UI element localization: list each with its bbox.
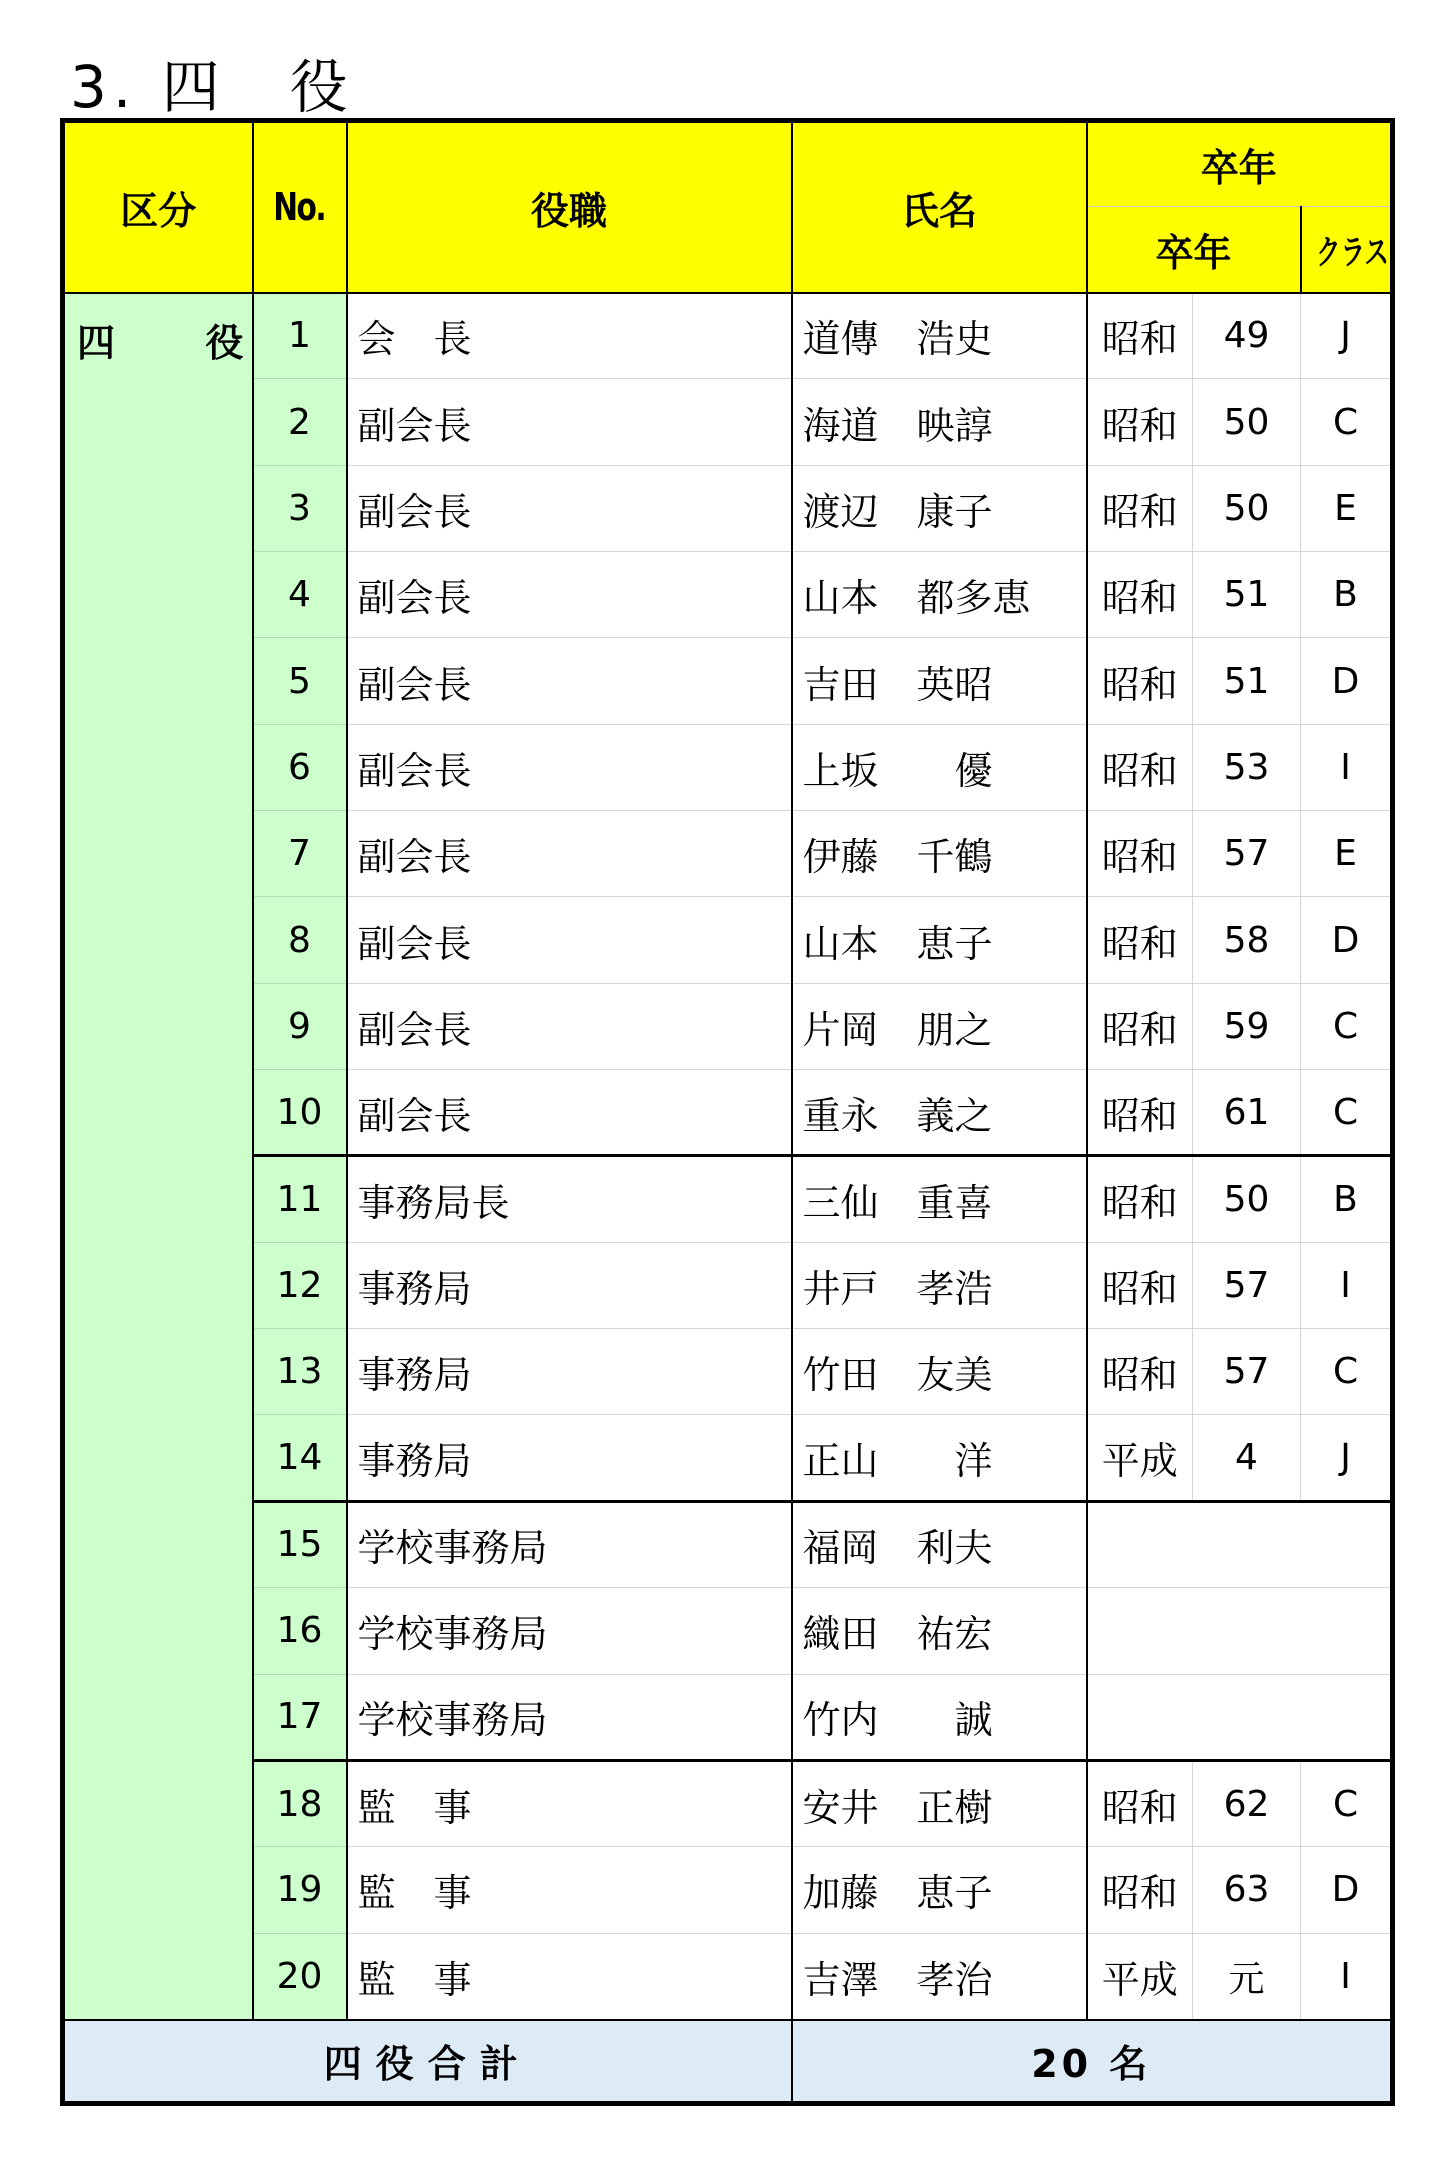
row-class <box>1301 1588 1393 1674</box>
row-year: 4 <box>1193 1415 1301 1501</box>
table-row <box>63 724 1393 810</box>
row-year: 50 <box>1193 1156 1301 1242</box>
row-era: 平成 <box>1087 1933 1193 2019</box>
row-position: 副会長 <box>347 811 792 897</box>
row-year: 57 <box>1193 1242 1301 1328</box>
row-name: 吉澤 孝治 <box>792 1933 1087 2019</box>
row-era: 昭和 <box>1087 1329 1193 1415</box>
table-row <box>63 1588 1393 1674</box>
row-number: 18 <box>253 1760 347 1846</box>
row-number: 3 <box>253 465 347 551</box>
row-year: 51 <box>1193 552 1301 638</box>
row-year: 49 <box>1193 293 1301 379</box>
row-class: C <box>1301 983 1393 1069</box>
row-name: 三仙 重喜 <box>792 1156 1087 1242</box>
header-no: No. <box>253 121 347 293</box>
row-year: 51 <box>1193 638 1301 724</box>
row-era: 昭和 <box>1087 1242 1193 1328</box>
table-row <box>63 1760 1393 1846</box>
row-class: E <box>1301 811 1393 897</box>
row-number: 11 <box>253 1156 347 1242</box>
table-row <box>63 379 1393 465</box>
row-position: 事務局 <box>347 1415 792 1501</box>
row-class <box>1301 1501 1393 1587</box>
row-class: E <box>1301 465 1393 551</box>
row-era <box>1087 1588 1193 1674</box>
row-name: 安井 正樹 <box>792 1760 1087 1846</box>
table-row <box>63 983 1393 1069</box>
header-position: 役職 <box>347 121 792 293</box>
row-number: 17 <box>253 1674 347 1760</box>
row-class: C <box>1301 1760 1393 1846</box>
row-name: 竹田 友美 <box>792 1329 1087 1415</box>
row-number: 19 <box>253 1847 347 1933</box>
row-era: 昭和 <box>1087 552 1193 638</box>
row-era: 昭和 <box>1087 897 1193 983</box>
table-row <box>63 465 1393 551</box>
row-class: I <box>1301 1933 1393 2019</box>
category-label-right: 役 <box>205 320 244 365</box>
row-era: 昭和 <box>1087 293 1193 379</box>
row-name: 吉田 英昭 <box>792 638 1087 724</box>
row-position: 副会長 <box>347 897 792 983</box>
row-name: 山本 都多恵 <box>792 552 1087 638</box>
row-name: 織田 祐宏 <box>792 1588 1087 1674</box>
table-row <box>63 1329 1393 1415</box>
row-number: 9 <box>253 983 347 1069</box>
row-era: 昭和 <box>1087 724 1193 810</box>
row-class: J <box>1301 1415 1393 1501</box>
row-number: 6 <box>253 724 347 810</box>
table-row <box>63 552 1393 638</box>
row-name: 竹内 誠 <box>792 1674 1087 1760</box>
table-row <box>63 1847 1393 1933</box>
row-name: 山本 恵子 <box>792 897 1087 983</box>
row-era: 昭和 <box>1087 1070 1193 1156</box>
row-class: D <box>1301 897 1393 983</box>
row-year: 50 <box>1193 465 1301 551</box>
row-position: 学校事務局 <box>347 1501 792 1587</box>
table-row <box>63 1674 1393 1760</box>
row-number: 10 <box>253 1070 347 1156</box>
row-class: C <box>1301 379 1393 465</box>
row-class: D <box>1301 1847 1393 1933</box>
row-year <box>1193 1674 1301 1760</box>
row-era: 昭和 <box>1087 983 1193 1069</box>
row-year: 58 <box>1193 897 1301 983</box>
row-position: 事務局 <box>347 1242 792 1328</box>
row-position: 副会長 <box>347 552 792 638</box>
row-name: 福岡 利夫 <box>792 1501 1087 1587</box>
category-cell <box>63 293 253 2020</box>
table-row <box>63 897 1393 983</box>
row-era: 平成 <box>1087 1415 1193 1501</box>
row-era <box>1087 1501 1193 1587</box>
row-position: 学校事務局 <box>347 1588 792 1674</box>
row-class: C <box>1301 1070 1393 1156</box>
table-row <box>63 1501 1393 1587</box>
row-class: B <box>1301 552 1393 638</box>
header-grad-group: 卒年 <box>1087 121 1393 207</box>
row-number: 2 <box>253 379 347 465</box>
row-position: 監 事 <box>347 1933 792 2019</box>
table-row <box>63 1156 1393 1242</box>
row-position: 監 事 <box>347 1847 792 1933</box>
row-class: C <box>1301 1329 1393 1415</box>
row-year: 元 <box>1193 1933 1301 2019</box>
row-position: 事務局 <box>347 1329 792 1415</box>
row-position: 事務局長 <box>347 1156 792 1242</box>
table-header <box>63 121 1393 293</box>
row-class <box>1301 1674 1393 1760</box>
row-year <box>1193 1588 1301 1674</box>
row-year: 53 <box>1193 724 1301 810</box>
row-number: 7 <box>253 811 347 897</box>
table-row <box>63 1415 1393 1501</box>
row-number: 15 <box>253 1501 347 1587</box>
row-number: 1 <box>253 293 347 379</box>
row-position: 会 長 <box>347 293 792 379</box>
row-position: 監 事 <box>347 1760 792 1846</box>
row-name: 渡辺 康子 <box>792 465 1087 551</box>
row-era: 昭和 <box>1087 1156 1193 1242</box>
row-name: 片岡 朋之 <box>792 983 1087 1069</box>
row-year: 63 <box>1193 1847 1301 1933</box>
row-name: 加藤 恵子 <box>792 1847 1087 1933</box>
row-number: 14 <box>253 1415 347 1501</box>
row-number: 12 <box>253 1242 347 1328</box>
header-category: 区分 <box>63 121 253 293</box>
total-count: 20 名 <box>792 2020 1393 2104</box>
table-row <box>63 1070 1393 1156</box>
table-row <box>63 293 1393 379</box>
row-era: 昭和 <box>1087 638 1193 724</box>
row-position: 学校事務局 <box>347 1674 792 1760</box>
table-row <box>63 638 1393 724</box>
row-class: J <box>1301 293 1393 379</box>
table-body <box>63 293 1393 2020</box>
row-year: 62 <box>1193 1760 1301 1846</box>
row-number: 4 <box>253 552 347 638</box>
row-number: 8 <box>253 897 347 983</box>
row-era: 昭和 <box>1087 1847 1193 1933</box>
row-year: 59 <box>1193 983 1301 1069</box>
officers-table <box>60 118 1395 2106</box>
row-class: B <box>1301 1156 1393 1242</box>
header-class: クラス <box>1301 207 1393 293</box>
row-position: 副会長 <box>347 724 792 810</box>
row-name: 正山 洋 <box>792 1415 1087 1501</box>
row-number: 5 <box>253 638 347 724</box>
table-footer <box>63 2020 1393 2104</box>
row-class: D <box>1301 638 1393 724</box>
row-position: 副会長 <box>347 638 792 724</box>
row-year: 61 <box>1193 1070 1301 1156</box>
row-era <box>1087 1674 1193 1760</box>
table-row <box>63 1933 1393 2019</box>
row-position: 副会長 <box>347 379 792 465</box>
category-label-left: 四 <box>77 320 116 365</box>
header-grad-year: 卒年 <box>1087 207 1301 293</box>
table-row <box>63 811 1393 897</box>
row-name: 伊藤 千鶴 <box>792 811 1087 897</box>
header-name: 氏名 <box>792 121 1087 293</box>
row-name: 海道 映諄 <box>792 379 1087 465</box>
page-title: 3. 四 役 <box>70 53 354 121</box>
row-era: 昭和 <box>1087 811 1193 897</box>
table-row <box>63 1242 1393 1328</box>
row-position: 副会長 <box>347 1070 792 1156</box>
row-position: 副会長 <box>347 983 792 1069</box>
row-number: 16 <box>253 1588 347 1674</box>
row-name: 重永 義之 <box>792 1070 1087 1156</box>
row-year <box>1193 1501 1301 1587</box>
row-era: 昭和 <box>1087 465 1193 551</box>
row-number: 13 <box>253 1329 347 1415</box>
row-year: 50 <box>1193 379 1301 465</box>
row-number: 20 <box>253 1933 347 2019</box>
row-year: 57 <box>1193 811 1301 897</box>
row-class: I <box>1301 1242 1393 1328</box>
row-era: 昭和 <box>1087 379 1193 465</box>
total-label: 四役合計 <box>63 2020 792 2104</box>
row-position: 副会長 <box>347 465 792 551</box>
row-name: 井戸 孝浩 <box>792 1242 1087 1328</box>
row-name: 上坂 優 <box>792 724 1087 810</box>
row-class: I <box>1301 724 1393 810</box>
row-name: 道傳 浩史 <box>792 293 1087 379</box>
row-year: 57 <box>1193 1329 1301 1415</box>
row-era: 昭和 <box>1087 1760 1193 1846</box>
